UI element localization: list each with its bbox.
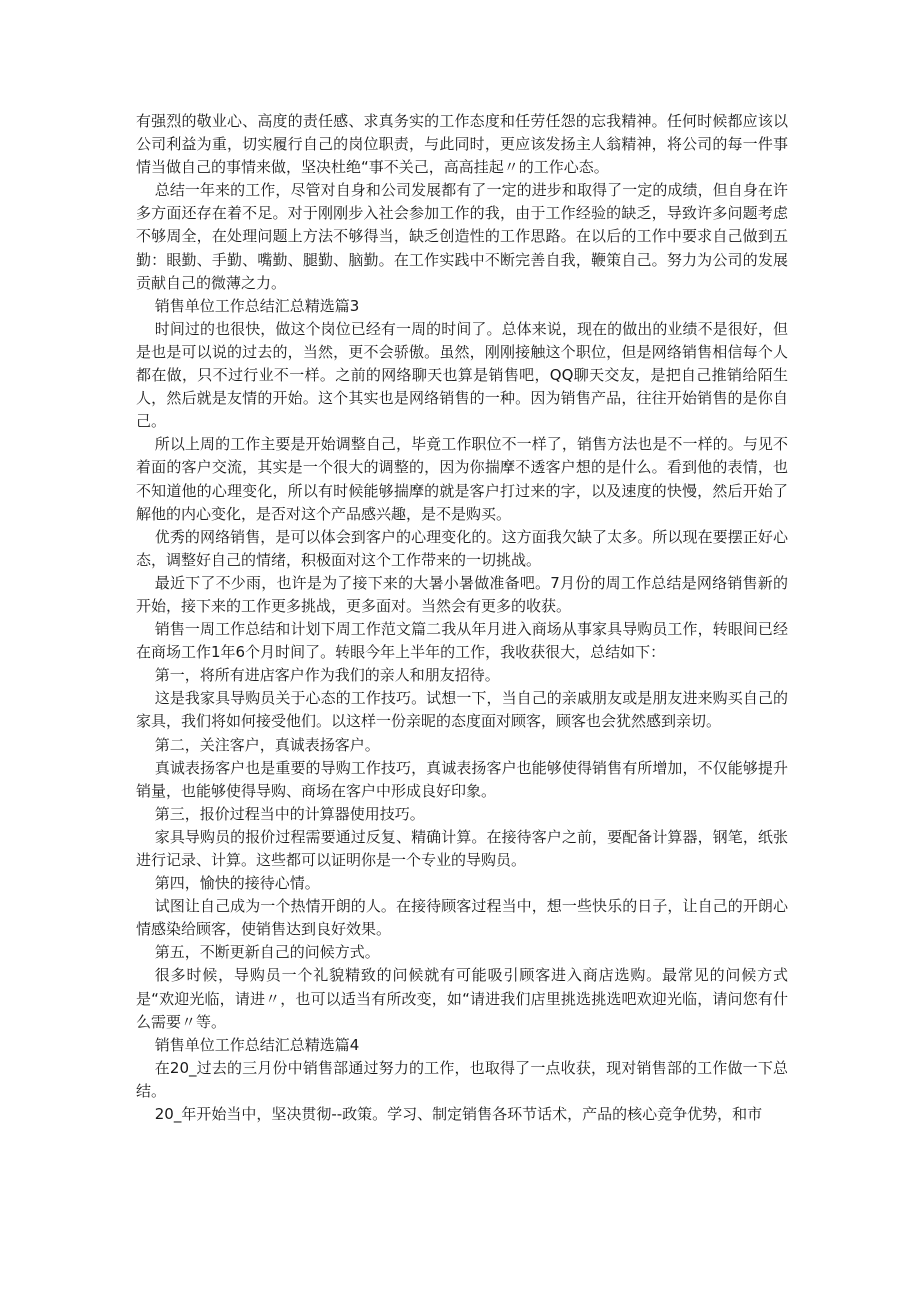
- section-heading: 销售单位工作总结汇总精选篇4: [154, 1035, 360, 1054]
- paragraph: 在20_过去的三月份中销售部通过努力的工作，也取得了一点收获，现对销售部的工作做一下总结。: [136, 1058, 788, 1100]
- document-body: [136, 110, 788, 1126]
- paragraph-continued: 有强烈的敬业心、高度的责任感、求真务实的工作态度和任劳任怨的忘我精神。任何时候都应该以公司利益为重，切实履行自己的岗位职责，与此同时，更应该发扬主人翁精神，将公司的每一件事情当做自己的事情来做，坚决杜绝“事不关己，高高挂起〃的工作心态。: [136, 112, 788, 177]
- paragraph: 最近下了不少雨，也许是为了接下来的大暑小暑做准备吧。7月份的周工作总结是网络销售新的开始，接下来的工作更多挑战，更多面对。当然会有更多的收获。: [136, 573, 788, 615]
- paragraph: 真诚表扬客户也是重要的导购工作技巧，真诚表扬客户也能够使得销售有所增加，不仅能够提升销量，也能够使得导购、商场在客户中形成良好印象。: [136, 758, 788, 800]
- paragraph: 第三，报价过程当中的计算器使用技巧。: [154, 804, 425, 823]
- paragraph: 销售一周工作总结和计划下周工作范文篇二我从年月进入商场从事家具导购员工作，转眼间已经在商场工作1年6个月时间了。转眼今年上半年的工作，我收获很大，总结如下：: [136, 620, 788, 662]
- paragraph: 第四，愉快的接待心情。: [154, 874, 320, 893]
- paragraph: 20_年开始当中，坚决贯彻--政策。学习、制定销售各环节话术，产品的核心竞争优势，和市: [154, 1105, 763, 1124]
- paragraph: 所以上周的工作主要是开始调整自己，毕竟工作职位不一样了，销售方法也是不一样的。与见不着面的客户交流，其实是一个很大的调整的，因为你揣摩不透客户想的是什么。看到他的表情，也不知道他的心理变化，所以有时候能够揣摩的就是客户打过来的字，以及速度的快慢，然后开始了解他的内心变化，是否对这个产品感兴趣，是不是购买。: [136, 435, 788, 523]
- paragraph: 第一，将所有进店客户作为我们的亲人和朋友招待。: [154, 666, 500, 685]
- paragraph: 总结一年来的工作，尽管对自身和公司发展都有了一定的进步和取得了一定的成绩，但自身在许多方面还存在着不足。对于刚刚步入社会参加工作的我，由于工作经验的缺乏，导致许多问题考虑不够周全，在处理问题上方法不够得当，缺乏创造性的工作思路。在以后的工作中要求自己做到五勤：眼勤、手勤、嘴勤、腿勤、脑勤。在工作实践中不断完善自我，鞭策自己。努力为公司的发展贡献自己的微薄之力。: [136, 181, 788, 292]
- paragraph: 第五，不断更新自己的问候方式。: [154, 943, 380, 962]
- paragraph: 家具导购员的报价过程需要通过反复、精确计算。在接待客户之前，要配备计算器，钢笔，纸张进行记录、计算。这些都可以证明你是一个专业的导购员。: [136, 827, 788, 869]
- paragraph: 试图让自己成为一个热情开朗的人。在接待顾客过程当中，想一些快乐的日子，让自己的开朗心情感染给顾客，使销售达到良好效果。: [136, 897, 788, 939]
- paragraph: 这是我家具导购员关于心态的工作技巧。试想一下，当自己的亲戚朋友或是朋友进来购买自己的家具，我们将如何接受他们。以这样一份亲昵的态度面对顾客，顾客也会犹然感到亲切。: [136, 689, 788, 731]
- paragraph: 第二，关注客户，真诚表扬客户。: [154, 735, 380, 754]
- paragraph: 很多时候，导购员一个礼貌精致的问候就有可能吸引顾客进入商店选购。最常见的问候方式是“欢迎光临，请进〃，也可以适当有所改变，如“请进我们店里挑选挑选吧欢迎光临，请问您有什么需要〃等。: [136, 966, 788, 1031]
- paragraph: 时间过的也很快，做这个岗位已经有一周的时间了。总体来说，现在的做出的业绩不是很好，但是也是可以说的过去的，当然，更不会骄傲。虽然，刚刚接触这个职位，但是网络销售相信每个人都在做，只不过行业不一样。之前的网络聊天也算是销售吧，QQ聊天交友，是把自己推销给陌生人，然后就是友情的开始。这个其实也是网络销售的一种。因为销售产品，往往开始销售的是你自己。: [136, 319, 788, 431]
- paragraph: 优秀的网络销售，是可以体会到客户的心理变化的。这方面我欠缺了太多。所以现在要摆正好心态，调整好自己的情绪，积极面对这个工作带来的一切挑战。: [136, 527, 788, 569]
- section-heading: 销售单位工作总结汇总精选篇3: [154, 296, 360, 315]
